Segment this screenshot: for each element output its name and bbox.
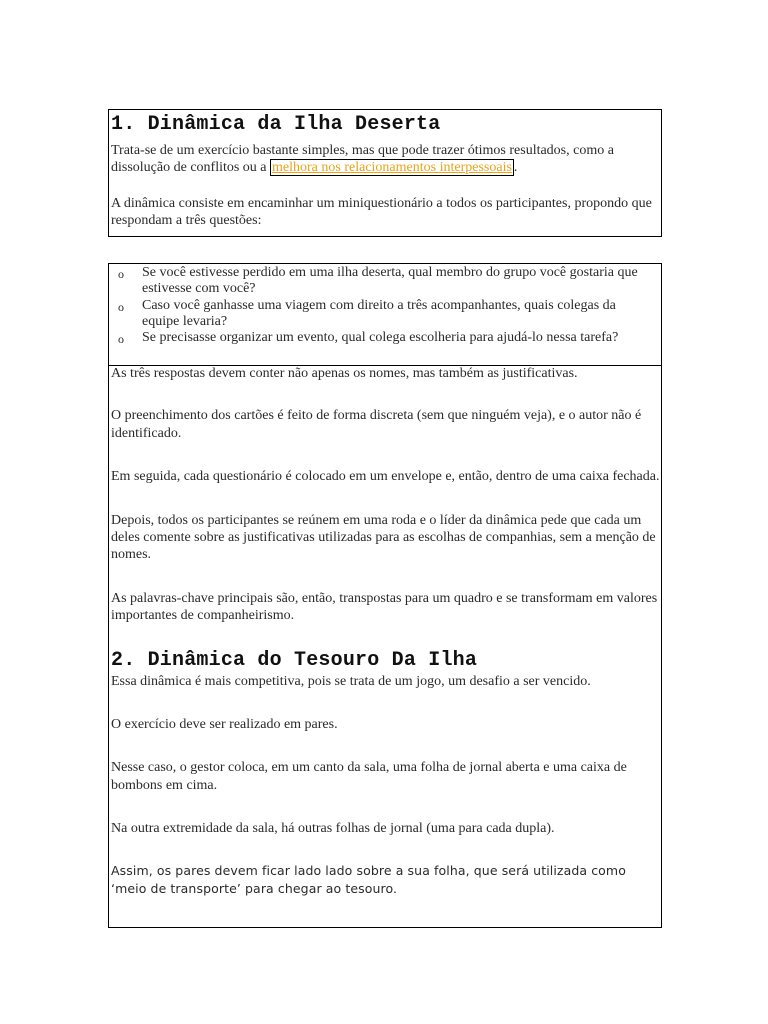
paragraph: Na outra extremidade da sala, há outras folhas de jornal (uma para cada dupla). <box>111 821 555 837</box>
question-text: Se precisasse organizar um evento, qual colega escolheria para ajudá-lo nessa tarefa? <box>142 330 619 346</box>
question-text: Caso você ganhasse uma viagem com direito a três acompanhantes, quais colegas da equipe levaria? <box>142 297 616 329</box>
paragraph: Em seguida, cada questionário é colocado em um envelope e, então, dentro de uma caixa fechada. <box>111 469 660 485</box>
paragraph: O preenchimento dos cartões é feito de forma discreta (sem que ninguém veja), e o autor não é identificado. <box>111 408 642 441</box>
list-item <box>109 265 649 298</box>
section1-intro <box>111 142 661 177</box>
paragraph: Nesse caso, o gestor coloca, em um canto da sala, uma folha de jornal aberta e uma caixa de bombons em cima. <box>111 760 627 793</box>
paragraph: O exercício deve ser realizado em pares. <box>111 717 338 733</box>
section1-heading: 1. Dinâmica da Ilha Deserta <box>111 113 441 136</box>
paragraph: As palavras-chave principais são, então, transpostas para um quadro e se transformam em valores importantes de companheirismo. <box>111 590 658 624</box>
main-text-box <box>108 365 662 928</box>
list-item <box>109 330 649 346</box>
list-item <box>109 298 649 331</box>
paragraph: Essa dinâmica é mais competitiva, pois se trata de um jogo, um desafio a ser vencido. <box>111 673 591 689</box>
section1-intro-box <box>108 109 662 237</box>
intro-text: Trata-se de um exercício bastante simples, mas que pode trazer ótimos resultados, como a dissolução de conflitos ou a <box>111 143 614 176</box>
paragraph: As três respostas devem conter não apenas os nomes, mas também as justificativas. <box>111 366 578 381</box>
questions-box <box>108 263 662 366</box>
section1-paragraph2: A dinâmica consiste em encaminhar um miniquestionário a todos os participantes, propondo que respondam a três questões: <box>111 195 652 229</box>
bullet-icon: o <box>118 267 124 281</box>
section2-heading: 2. Dinâmica do Tesouro Da Ilha <box>111 648 478 672</box>
paragraph: Depois, todos os participantes se reúnem em uma roda e o líder da dinâmica pede que cada um deles comente sobre as justificativas utilizadas para as escolhas de companhias, sem a menção de nomes. <box>111 512 656 563</box>
question-text: Se você estivesse perdido em uma ilha deserta, qual membro do grupo você gostaria que estivesse com você? <box>142 265 638 297</box>
bullet-icon: o <box>118 332 124 347</box>
intro-period: . <box>513 160 518 176</box>
paragraph-last: Assim, os pares devem ficar lado lado sobre a sua folha, que será utilizada como ‘meio de transporte’ para chegar ao tesouro. <box>111 862 626 896</box>
questions-list <box>109 265 649 346</box>
interpersonal-relationships-link[interactable]: melhora nos relacionamentos interpessoais <box>272 160 512 176</box>
bullet-icon: o <box>118 299 124 314</box>
